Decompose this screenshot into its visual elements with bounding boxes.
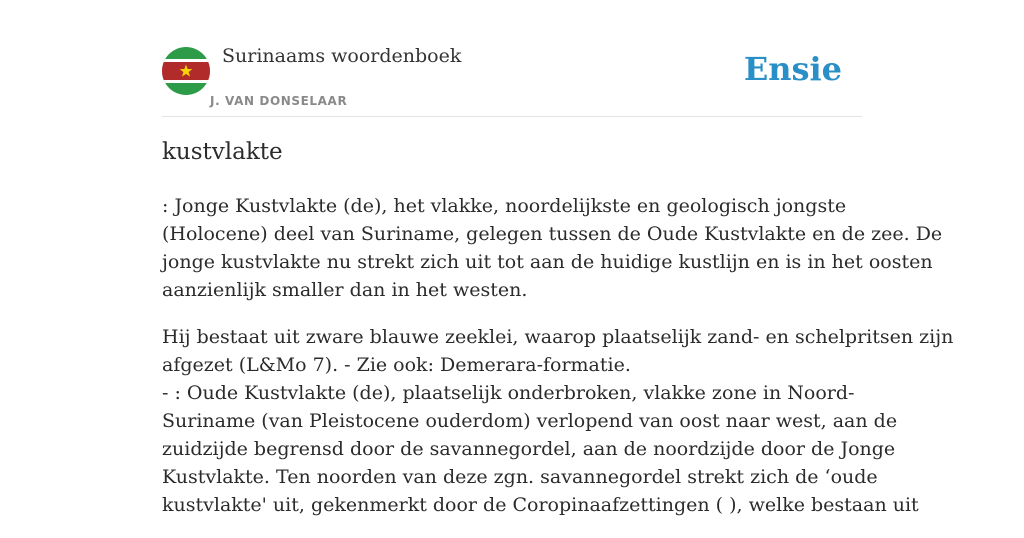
- entry-title: kustvlakte: [162, 139, 283, 165]
- text-line: jonge kustvlakte nu strekt zich uit tot aan de huidige kustlijn en is in het oosten: [162, 251, 933, 273]
- text-line: Suriname (van Pleistocene ouderdom) verlopend van oost naar west, aan de: [162, 410, 898, 432]
- text-line: : Jonge Kustvlakte (de), het vlakke, noordelijkste en geologisch jongste: [162, 195, 847, 217]
- author-name: J. VAN DONSELAAR: [210, 94, 348, 108]
- definition-paragraph-2: [162, 323, 954, 519]
- text-line: - : Oude Kustvlakte (de), plaatselijk onderbroken, vlakke zone in Noord-: [162, 382, 855, 404]
- definition-paragraph-1: [162, 192, 943, 304]
- text-line: (Holocene) deel van Suriname, gelegen tussen de Oude Kustvlakte en de zee. De: [162, 223, 943, 245]
- text-line: Kustvlakte. Ten noorden van deze zgn. savannegordel strekt zich de ‘oude: [162, 466, 878, 488]
- text-line: aanzienlijk smaller dan in het westen.: [162, 279, 528, 301]
- dictionary-header: [162, 0, 862, 117]
- text-line: kustvlakte' uit, gekenmerkt door de Coropinaafzettingen ( ), welke bestaan uit: [162, 494, 919, 516]
- page-content: [162, 0, 954, 516]
- text-line: Hij bestaat uit zware blauwe zeeklei, waarop plaatselijk zand- en schelpritsen zijn: [162, 326, 954, 348]
- flag-graphic: [162, 47, 210, 95]
- suriname-flag-icon[interactable]: [162, 47, 210, 95]
- text-line: afgezet (L&Mo 7). - Zie ook: Demerara-formatie.: [162, 354, 631, 376]
- dictionary-title[interactable]: Surinaams woordenboek: [222, 45, 462, 67]
- ensie-logo-link[interactable]: Ensie: [743, 50, 842, 88]
- text-line: zuidzijde begrensd door de savannegordel, aan de noordzijde door de Jonge: [162, 438, 896, 460]
- entry-definition: [162, 192, 954, 538]
